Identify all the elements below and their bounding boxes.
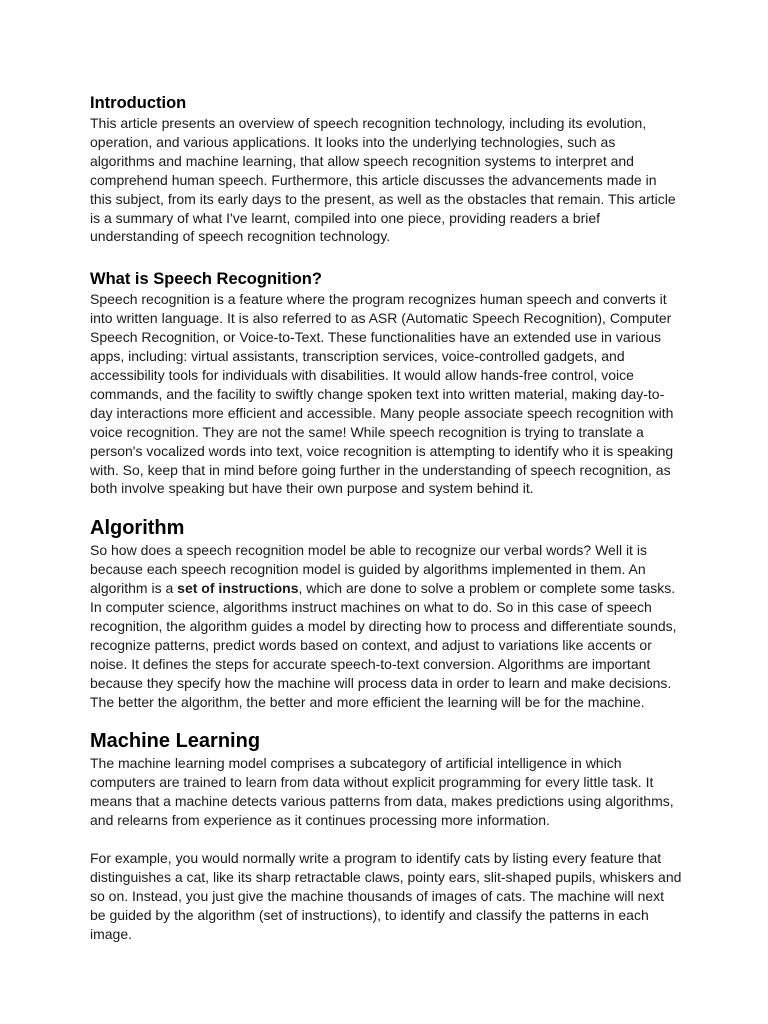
machine-learning-paragraph-2: For example, you would normally write a program to identify cats by listing every feature that distinguishes a cat, like its sharp retractable claws, pointy ears, slit-shaped pupils, whiskers and so on. Instead, you just give the machine thousands of images of cats. The machine will next be guided by the algorithm (set of instructions), to identify and classify the patterns in each image. [90, 850, 682, 942]
algorithm-text-part2: , which are done to solve a problem or complete some tasks. In computer science, algorithms instruct machines on what to do. So in this case of speech recognition, the algorithm guides a model by directing how to process and differentiate sounds, recognize patterns, predict words based on context, and adjust to variations like accents or noise. It defines the steps for accurate speech-to-text conversion. Algorithms are important because they specify how the machine will process data in order to learn and make decisions. The better the algorithm, the better and more efficient the learning will be for the machine. [90, 580, 677, 710]
document-page [90, 92, 682, 944]
algorithm-text-part1: So how does a speech recognition model be able to recognize our verbal words? Well it is because each speech recognition model is guided by algorithms implemented in them. An algorithm is a [90, 542, 647, 597]
section-heading-introduction: Introduction [90, 94, 187, 112]
section-heading-algorithm: Algorithm [90, 517, 185, 540]
section-heading-machine-learning: Machine Learning [90, 730, 261, 753]
speech-recognition-paragraph: Speech recognition is a feature where the program recognizes human speech and converts it into written language. It is also referred to as ASR (Automatic Speech Recognition), Computer Speech Recognition, or Voice-to-Text. These functionalities have an extended use in various apps, including: virtual assistants, transcription services, voice-controlled gadgets, and accessibility tools for individuals with disabilities. It would allow hands-free control, voice commands, and the facility to swiftly change spoken text into written material, making day-to-day interactions more efficient and accessible. Many people associate speech recognition with voice recognition. They are not the same! While speech recognition is trying to translate a person's vocalized words into text, voice recognition is attempting to identify who it is speaking with. So, keep that in mind before going further in the understanding of speech recognition, as both involve speaking but have their own purpose and system behind it. [90, 291, 674, 497]
introduction-paragraph: This article presents an overview of speech recognition technology, including its evolution, operation, and various applications. It looks into the underlying technologies, such as algorithms and machine learning, that allow speech recognition systems to interpret and comprehend human speech. Furthermore, this article discusses the advancements made in this subject, from its early days to the present, as well as the obstacles that remain. This article is a summary of what I've learnt, compiled into one piece, providing readers a brief understanding of speech recognition technology. [90, 115, 676, 245]
algorithm-bold-term: set of instructions [177, 580, 299, 597]
algorithm-paragraph [90, 541, 682, 711]
machine-learning-paragraph-1: The machine learning model comprises a subcategory of artificial intelligence in which computers are trained to learn from data without explicit programming for every little task. It means that a machine detects various patterns from data, makes predictions using algorithms, and relearns from experience as it continues processing more information. [90, 755, 674, 829]
section-heading-what-is-speech-recognition: What is Speech Recognition? [90, 270, 322, 289]
